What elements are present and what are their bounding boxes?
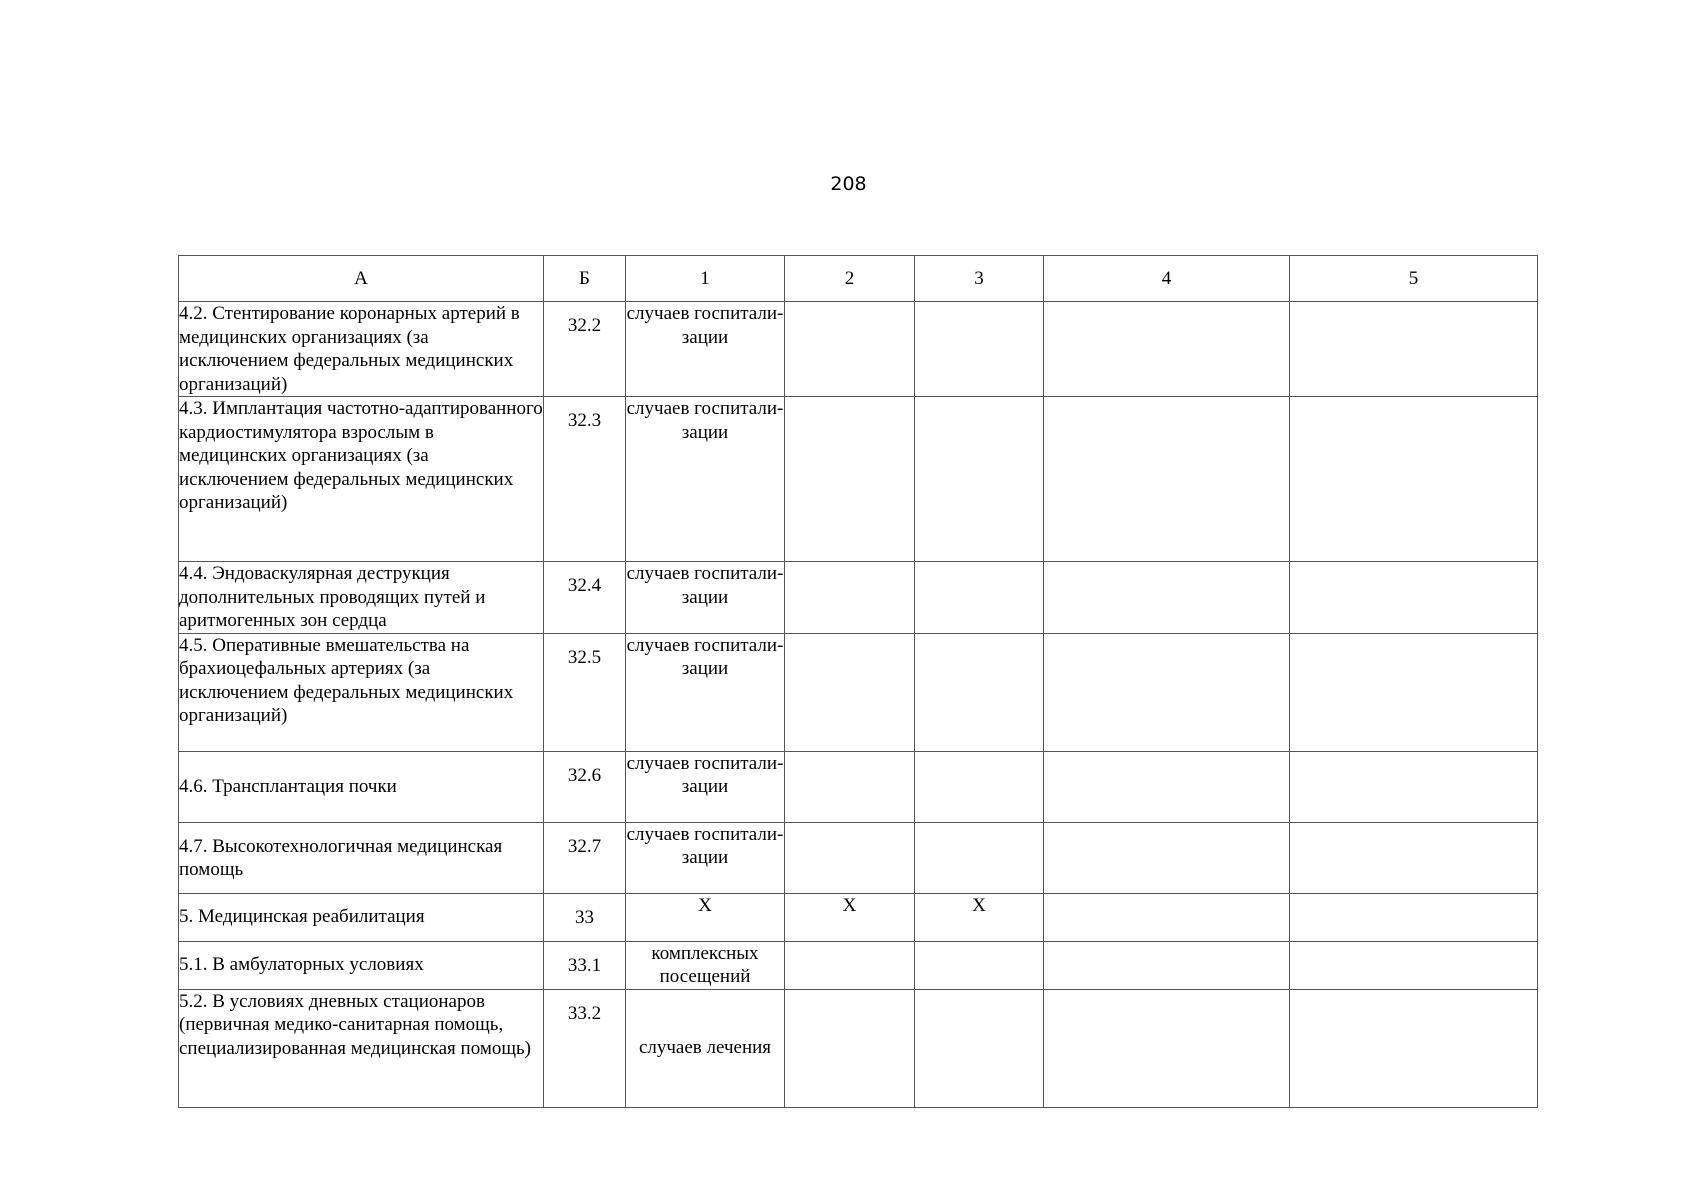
row-code: 33.2	[567, 1002, 602, 1024]
row-value-5	[1290, 751, 1538, 822]
row-code-cell	[544, 941, 626, 989]
row-value-5	[1290, 302, 1538, 397]
row-code: 32.3	[567, 410, 602, 431]
table-row	[179, 989, 1538, 1107]
row-code: 32.5	[567, 646, 602, 668]
row-name-cell: 4.4. Эндоваскулярная деструкция дополнительных проводящих путей и аритмогенных зон сердца	[179, 562, 544, 634]
row-value-4	[1044, 562, 1290, 634]
row-unit-cell: случаев госпитали-зации	[626, 822, 785, 893]
row-value-3	[915, 822, 1044, 893]
row-code-cell	[544, 397, 626, 562]
page-number: 208	[830, 173, 867, 195]
row-unit-cell: случаев госпитали-зации	[626, 633, 785, 751]
table-row	[179, 751, 1538, 822]
table-row	[179, 633, 1538, 751]
row-value-2	[785, 397, 915, 562]
row-value-2	[785, 822, 915, 893]
row-code: 32.2	[567, 315, 602, 336]
row-value-3: Х	[915, 893, 1044, 941]
row-name-cell: 4.3. Имплантация частотно-адаптированного кардиостимулятора взрослым в медицинских организациях (за исключением федеральных медицинских организаций)	[179, 397, 544, 562]
row-value-4	[1044, 893, 1290, 941]
row-name-cell: 5. Медицинская реабилитация	[179, 893, 544, 941]
row-value-2	[785, 302, 915, 397]
row-value-4	[1044, 633, 1290, 751]
row-value-4	[1044, 941, 1290, 989]
row-unit-cell: случаев лечения	[626, 989, 785, 1107]
row-code-cell	[544, 893, 626, 941]
row-unit-cell: случаев госпитали-зации	[626, 562, 785, 634]
table-row	[179, 302, 1538, 397]
table-row	[179, 893, 1538, 941]
row-value-4	[1044, 751, 1290, 822]
row-code-cell	[544, 989, 626, 1107]
row-name-cell: 4.6. Трансплантация почки	[179, 751, 544, 822]
row-value-3	[915, 633, 1044, 751]
row-value-3	[915, 751, 1044, 822]
row-value-5	[1290, 822, 1538, 893]
header-cell-a: А	[179, 256, 544, 302]
row-unit-cell: комплексных посещений	[626, 941, 785, 989]
row-value-3	[915, 397, 1044, 562]
row-value-4	[1044, 822, 1290, 893]
table-row	[179, 941, 1538, 989]
row-value-5	[1290, 562, 1538, 634]
row-unit-cell: случаев госпитали-зации	[626, 751, 785, 822]
row-code: 33.1	[567, 954, 602, 976]
row-name-cell: 5.1. В амбулаторных условиях	[179, 941, 544, 989]
row-code: 32.4	[567, 575, 602, 596]
row-code-cell	[544, 562, 626, 634]
table-row	[179, 397, 1538, 562]
header-cell-1: 1	[626, 256, 785, 302]
row-value-5	[1290, 893, 1538, 941]
row-value-3	[915, 302, 1044, 397]
row-value-5	[1290, 941, 1538, 989]
header-cell-b: Б	[544, 256, 626, 302]
row-value-2	[785, 751, 915, 822]
row-code-cell	[544, 822, 626, 893]
row-value-3	[915, 941, 1044, 989]
table-row	[179, 562, 1538, 634]
row-code: 32.6	[567, 764, 602, 786]
row-value-3	[915, 562, 1044, 634]
row-unit-cell: Х	[626, 893, 785, 941]
header-row	[179, 256, 1538, 302]
row-value-4	[1044, 989, 1290, 1107]
row-value-4	[1044, 302, 1290, 397]
row-name-cell: 5.2. В условиях дневных стационаров (первичная медико-санитарная помощь, специализированная медицинская помощь)	[179, 989, 544, 1107]
row-value-4	[1044, 397, 1290, 562]
row-value-5	[1290, 633, 1538, 751]
table-row	[179, 822, 1538, 893]
row-code: 33	[575, 906, 594, 928]
row-value-2: Х	[785, 893, 915, 941]
header-cell-3: 3	[915, 256, 1044, 302]
row-name-cell: 4.2. Стентирование коронарных артерий в медицинских организациях (за исключением федеральных медицинских организаций)	[179, 302, 544, 397]
row-name-cell: 4.5. Оперативные вмешательства на брахиоцефальных артериях (за исключением федеральных медицинских организаций)	[179, 633, 544, 751]
row-code-cell	[544, 751, 626, 822]
row-value-2	[785, 941, 915, 989]
row-value-2	[785, 633, 915, 751]
data-table	[178, 255, 1538, 1108]
row-code-cell	[544, 302, 626, 397]
header-cell-5: 5	[1290, 256, 1538, 302]
header-cell-2: 2	[785, 256, 915, 302]
header-cell-4: 4	[1044, 256, 1290, 302]
row-value-5	[1290, 397, 1538, 562]
row-unit-cell: случаев госпитали-зации	[626, 397, 785, 562]
row-value-2	[785, 562, 915, 634]
row-unit-cell: случаев госпитали-зации	[626, 302, 785, 397]
row-value-5	[1290, 989, 1538, 1107]
row-code-cell	[544, 633, 626, 751]
row-name-cell: 4.7. Высокотехнологичная медицинская помощь	[179, 822, 544, 893]
row-value-2	[785, 989, 915, 1107]
row-code: 32.7	[567, 835, 602, 857]
row-value-3	[915, 989, 1044, 1107]
